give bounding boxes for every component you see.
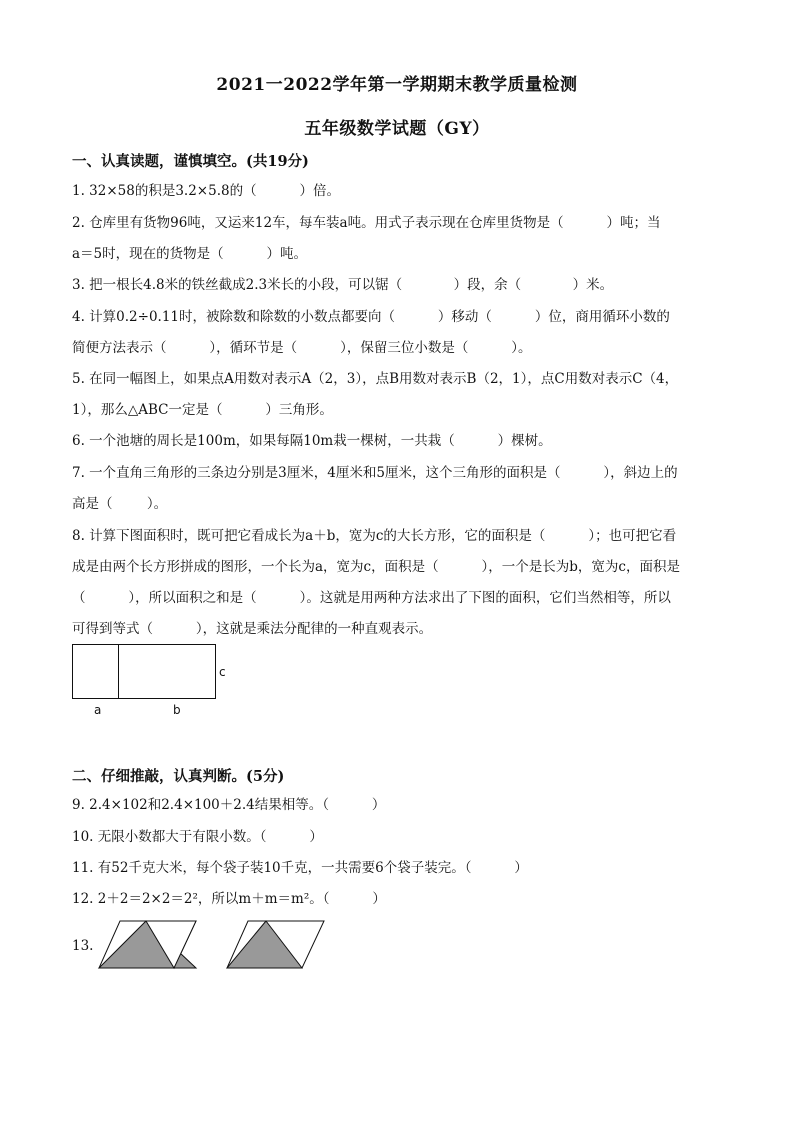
question-10: 10. 无限小数都大于有限小数。（ ）: [72, 829, 323, 845]
area-rectangle-figure: [72, 644, 222, 702]
question-4-line-1: 4. 计算0.2÷0.11时，被除数和除数的小数点都要向（ ）移动（ ）位，商用循环小数的: [72, 309, 670, 325]
question-7-line-1: 7. 一个直角三角形的三条边分别是3厘米，4厘米和5厘米，这个三角形的面积是（ ），斜边上的: [72, 465, 678, 481]
question-8-line-1: 8. 计算下图面积时，既可把它看成长为a＋b，宽为c的大长方形，它的面积是（ ）；也可把它看: [72, 528, 677, 544]
question-7-line-2: 高是（ ）。: [72, 496, 168, 512]
section-1-heading: 一、认真读题，谨慎填空。(共19分): [72, 153, 309, 170]
figure-label-b: b: [173, 703, 181, 717]
parallelogram-figure-1: [98, 920, 198, 970]
question-6: 6. 一个池塘的周长是100m，如果每隔10m栽一棵树，一共栽（ ）棵树。: [72, 433, 552, 449]
question-2-line-2: a＝5时，现在的货物是（ ）吨。: [72, 246, 308, 262]
exam-subtitle: 五年级数学试题（GY）: [304, 119, 490, 139]
figure-label-c: c: [219, 665, 226, 679]
question-8-line-2: 成是由两个长方形拼成的图形，一个长为a，宽为c，面积是（ ），一个是长为b，宽为c，面积是: [72, 559, 680, 575]
question-9: 9. 2.4×102和2.4×100＋2.4结果相等。（ ）: [72, 797, 386, 813]
question-8-line-3: （ ），所以面积之和是（ ）。这就是用两种方法求出了下图的面积，它们当然相等，所以: [72, 590, 671, 606]
question-5-line-2: 1），那么△ABC一定是（ ）三角形。: [72, 402, 333, 418]
question-11: 11. 有52千克大米，每个袋子装10千克，一共需要6个袋子装完。（ ）: [72, 860, 528, 876]
section-2-heading: 二、仔细推敲，认真判断。(5分): [72, 768, 285, 785]
question-2-line-1: 2. 仓库里有货物96吨，又运来12车，每车装a吨。用式子表示现在仓库里货物是（ ）吨；当: [72, 215, 661, 231]
exam-title: 2021一2022学年第一学期期末教学质量检测: [216, 75, 578, 95]
question-13-number: 13.: [72, 938, 94, 954]
question-4-line-2: 简便方法表示（ ），循环节是（ ），保留三位小数是（ ）。: [72, 340, 532, 356]
figure-label-a: a: [94, 703, 102, 717]
outer-rectangle: [73, 645, 216, 699]
question-1: 1. 32×58的积是3.2×5.8的（ ）倍。: [72, 183, 341, 199]
question-3: 3. 把一根长4.8米的铁丝截成2.3米长的小段，可以锯（ ）段，余（ ）米。: [72, 277, 614, 293]
question-12: 12. 2＋2＝2×2＝2²，所以m＋m＝m²。（ ）: [72, 891, 386, 907]
question-8-line-4: 可得到等式（ ），这就是乘法分配律的一种直观表示。: [72, 621, 433, 637]
parallelogram-figure-2: [226, 920, 326, 970]
question-5-line-1: 5. 在同一幅图上，如果点A用数对表示A（2，3），点B用数对表示B（2，1），点C用数对表示C（4，: [72, 371, 679, 387]
